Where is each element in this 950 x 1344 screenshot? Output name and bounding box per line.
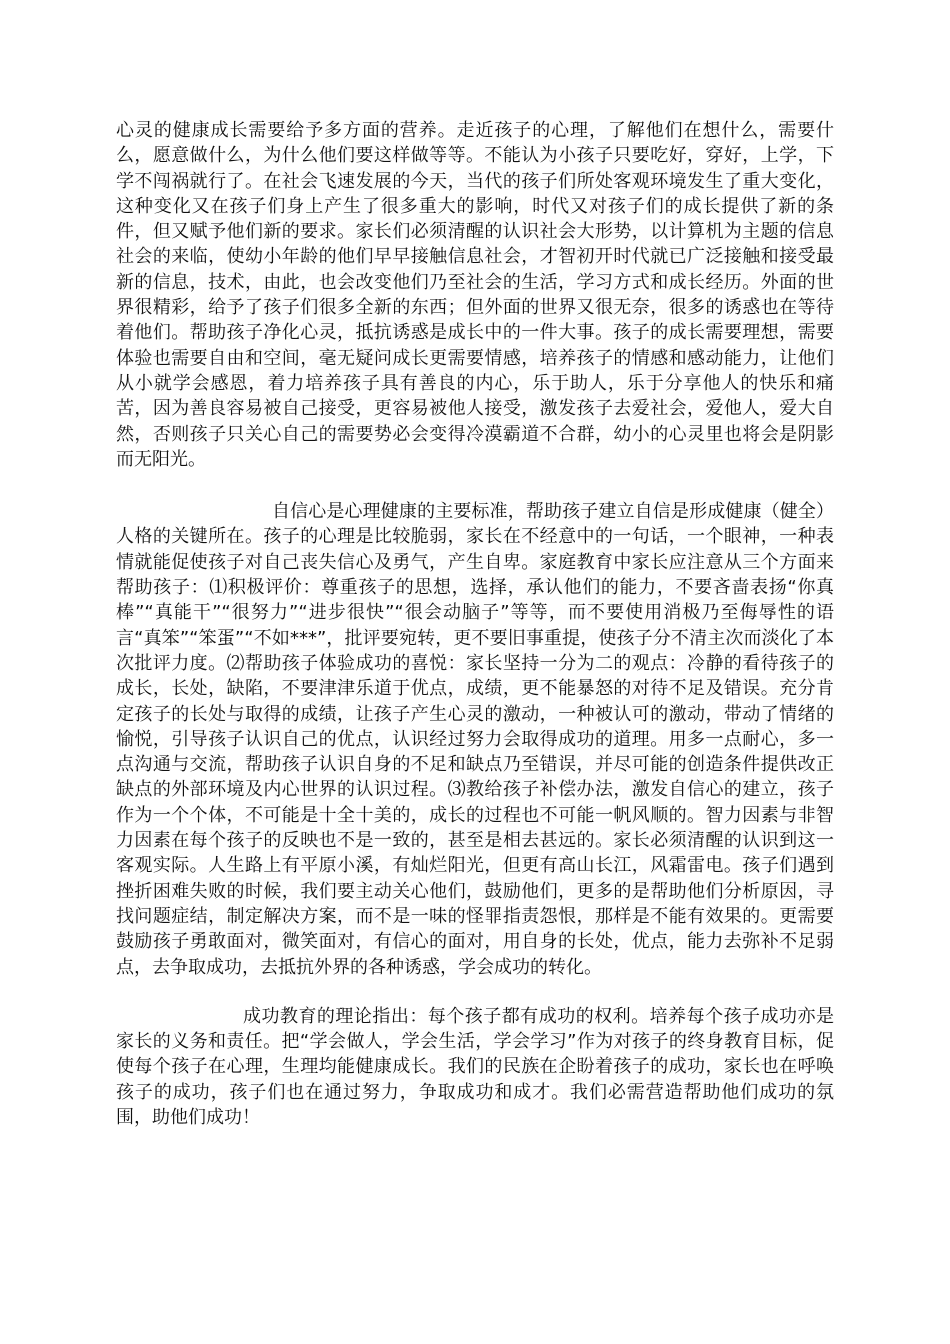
paragraph-success-education: 成功教育的理论指出：每个孩子都有成功的权利。培养每个孩子成功亦是家长的义务和责任。把“学会做人，学会生活，学会学习”作为对孩子的终身教育目标，促使每个孩子在心理，生理均能健康成长。我们的民族在企盼着孩子的成功，家长也在呼唤孩子的成功，孩子们也在通过努力，争取成功和成才。我们必需营造帮助他们成功的氛围，助他们成功！ [116,1005,834,1128]
paragraph-self-confidence: 自信心是心理健康的主要标准，帮助孩子建立自信是形成健康（健全）人格的关键所在。孩子的心理是比较脆弱，家长在不经意中的一句话，一个眼神，一种表情就能促使孩子对自己丧失信心及勇气，产生自卑。家庭教育中家长应注意从三个方面来帮助孩子：⑴积极评价：尊重孩子的思想，选择，承认他们的能力，不要吝啬表扬“你真棒”“真能干”“很努力”“进步很快”“很会动脑子”等等，而不要使用消极乃至侮辱性的语言“真笨”“笨蛋”“不如***”，批评要宛转，更不要旧事重提，使孩子分不清主次而淡化了本次批评力度。⑵帮助孩子体验成功的喜悦：家长坚持一分为二的观点：冷静的看待孩子的成长，长处，缺陷，不要津津乐道于优点，成绩，更不能暴怒的对待不足及错误。充分肯定孩子的长处与取得的成绩，让孩子产生心灵的激动，一种被认可的激动，带动了情绪的愉悦，引导孩子认识自己的优点，认识经过努力会取得成功的道理。用多一点耐心，多一点沟通与交流，帮助孩子认识自身的不足和缺点乃至错误，并尽可能的创造条件提供改正缺点的外部环境及内心世界的认识过程。⑶教给孩子补偿办法，激发自信心的建立，孩子作为一个个体，不可能是十全十美的，成长的过程也不可能一帆风顺的。智力因素与非智力因素在每个孩子的反映也不是一致的，甚至是相去甚远的。家长必须清醒的认识到这一客观实际。人生路上有平原小溪，有灿烂阳光，但更有高山长江，风霜雷电。孩子们遇到挫折困难失败的时候，我们要主动关心他们，鼓励他们，更多的是帮助他们分析原因，寻找问题症结，制定解决方案，而不是一味的怪罪指责怨恨，那样是不能有效果的。更需要鼓励孩子勇敢面对，微笑面对，有信心的面对，用自身的长处，优点，能力去弥补不足弱点，去争取成功，去抵抗外界的各种诱惑，学会成功的转化。 [116,501,834,978]
paragraph-growth-nutrition: 心灵的健康成长需要给予多方面的营养。走近孩子的心理，了解他们在想什么，需要什么，愿意做什么，为什么他们要这样做等等。不能认为小孩子只要吃好，穿好，上学，下学不闯祸就行了。在社会飞速发展的今天，当代的孩子们所处客观环境发生了重大变化，这种变化又在孩子们身上产生了很多重大的影响，时代又对孩子们的成长提供了新的条件，但又赋予他们新的要求。家长们必须清醒的认识社会大形势，以计算机为主题的信息社会的来临，使幼小年龄的他们早早接触信息社会，才智初开时代就已广泛接触和接受最新的信息，技术，由此，也会改变他们乃至社会的生活，学习方式和成长经历。外面的世界很精彩，给予了孩子们很多全新的东西；但外面的世界又很无奈，很多的诱惑也在等待着他们。帮助孩子净化心灵，抵抗诱惑是成长中的一件大事。孩子的成长需要理想，需要体验也需要自由和空间，毫无疑问成长更需要情感，培养孩子的情感和感动能力，让他们从小就学会感恩，着力培养孩子具有善良的内心，乐于助人，乐于分享他人的快乐和痛苦，因为善良容易被自己接受，更容易被他人接受，激发孩子去爱社会，爱他人，爱大自然，否则孩子只关心自己的需要势必会变得冷漠霸道不合群，幼小的心灵里也将会是阴影而无阳光。 [116,120,834,470]
document-page [116,118,834,1130]
